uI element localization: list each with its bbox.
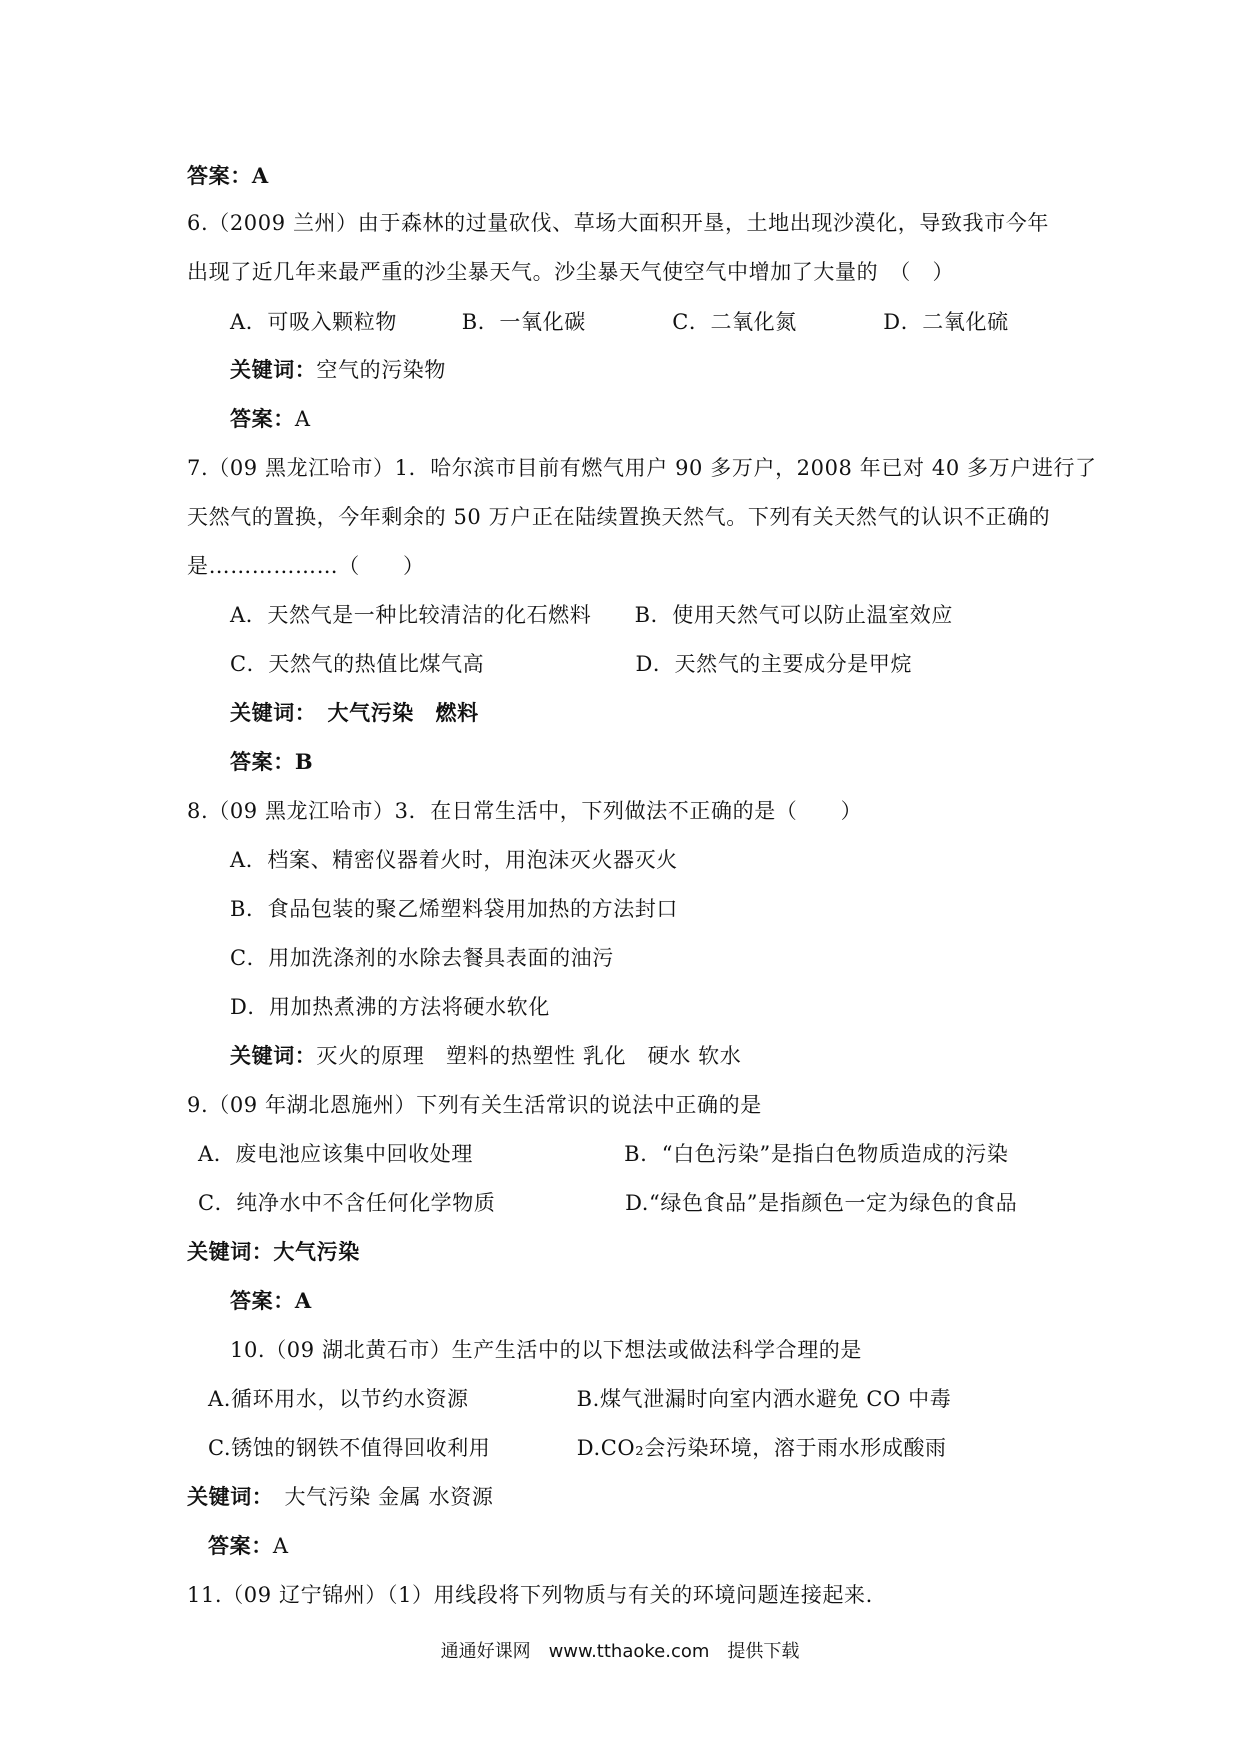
keyword-value: 大气污染 金属 水资源: [262, 1485, 494, 1509]
keyword-label: 关键词：: [230, 1043, 317, 1068]
answer-label: 答案：: [208, 1533, 273, 1558]
keyword-label: 关键词：: [187, 1484, 263, 1509]
answer-value: A: [272, 1534, 289, 1558]
keyword-line: [230, 1041, 741, 1071]
question-text: 10.（09 湖北黄石市）生产生活中的以下想法或做法科学合理的是: [230, 1338, 862, 1362]
option-text: A．可吸入颗粒物 B．一氧化碳 C．二氧化氮 D．二氧化硫: [230, 310, 1009, 334]
answer-line: [230, 747, 313, 777]
option-text: C．天然气的热值比煤气高 D．天然气的主要成分是甲烷: [230, 652, 913, 676]
keyword-label: 关键词：: [230, 357, 317, 382]
question-text: 9.（09 年湖北恩施州）下列有关生活常识的说法中正确的是: [187, 1093, 762, 1117]
question-text: 8.（09 黑龙江哈市）3．在日常生活中，下列做法不正确的是（ ）: [187, 799, 863, 823]
answer-label: 答案：: [230, 406, 295, 431]
answer-line: [208, 1531, 289, 1561]
question-text: 7.（09 黑龙江哈市）1．哈尔滨市目前有燃气用户 90 多万户，2008 年已对 40 多万户进行了: [187, 456, 1097, 480]
answer-label: 答案：: [230, 1288, 295, 1313]
answer-value: A: [251, 163, 269, 188]
option-text: D．用加热煮沸的方法将硬水软化: [230, 995, 550, 1019]
option-text: C．纯净水中不含任何化学物质 D.“绿色食品”是指颜色一定为绿色的食品: [198, 1191, 1018, 1215]
answer-label: 答案：: [187, 163, 252, 188]
keyword-line: [230, 698, 479, 728]
question-text: 6.（2009 兰州）由于森林的过量砍伐、草场大面积开垦，土地出现沙漠化，导致我市今年: [187, 211, 1049, 235]
question-text: 是………………（ ）: [187, 554, 425, 578]
keyword-value: 灭火的原理 塑料的热塑性 乳化 硬水 软水: [316, 1044, 742, 1068]
answer-line: [187, 161, 269, 191]
option-text: A．档案、精密仪器着火时，用泡沫灭火器灭火: [230, 848, 678, 872]
keyword-label: 关键词：: [230, 700, 306, 725]
option-text: A.循环用水，以节约水资源 B.煤气泄漏时向室内洒水避免 CO 中毒: [208, 1387, 952, 1411]
keyword-value: 大气污染 燃料: [305, 700, 479, 725]
keyword-value: 大气污染: [273, 1239, 360, 1264]
option-text: A．天然气是一种比较清洁的化石燃料 B．使用天然气可以防止温室效应: [230, 603, 953, 627]
option-text: A．废电池应该集中回收处理 B．“白色污染”是指白色物质造成的污染: [198, 1142, 1009, 1166]
option-text: C．用加洗涤剂的水除去餐具表面的油污: [230, 946, 614, 970]
question-text: 出现了近几年来最严重的沙尘暴天气。沙尘暴天气使空气中增加了大量的 （ ）: [187, 260, 955, 284]
answer-label: 答案：: [230, 749, 295, 774]
keyword-label: 关键词：: [187, 1239, 274, 1264]
answer-line: [230, 1286, 312, 1316]
question-text: 天然气的置换，今年剩余的 50 万户正在陆续置换天然气。下列有关天然气的认识不正确的: [187, 505, 1051, 529]
question-text: 11.（09 辽宁锦州）（1）用线段将下列物质与有关的环境问题连接起来.: [187, 1583, 873, 1607]
keyword-value: 空气的污染物: [316, 358, 447, 382]
option-text: B．食品包装的聚乙烯塑料袋用加热的方法封口: [230, 897, 679, 921]
answer-value: A: [294, 407, 311, 431]
keyword-line: [187, 1237, 360, 1267]
keyword-line: [187, 1482, 493, 1512]
page-footer: 通通好课网 www.tthaoke.com 提供下载: [440, 1641, 800, 1662]
keyword-line: [230, 355, 446, 385]
answer-value: B: [294, 749, 314, 774]
answer-value: A: [294, 1288, 312, 1313]
answer-line: [230, 404, 311, 434]
option-text: C.锈蚀的钢铁不值得回收利用 D.CO₂会污染环境，溶于雨水形成酸雨: [208, 1436, 947, 1460]
